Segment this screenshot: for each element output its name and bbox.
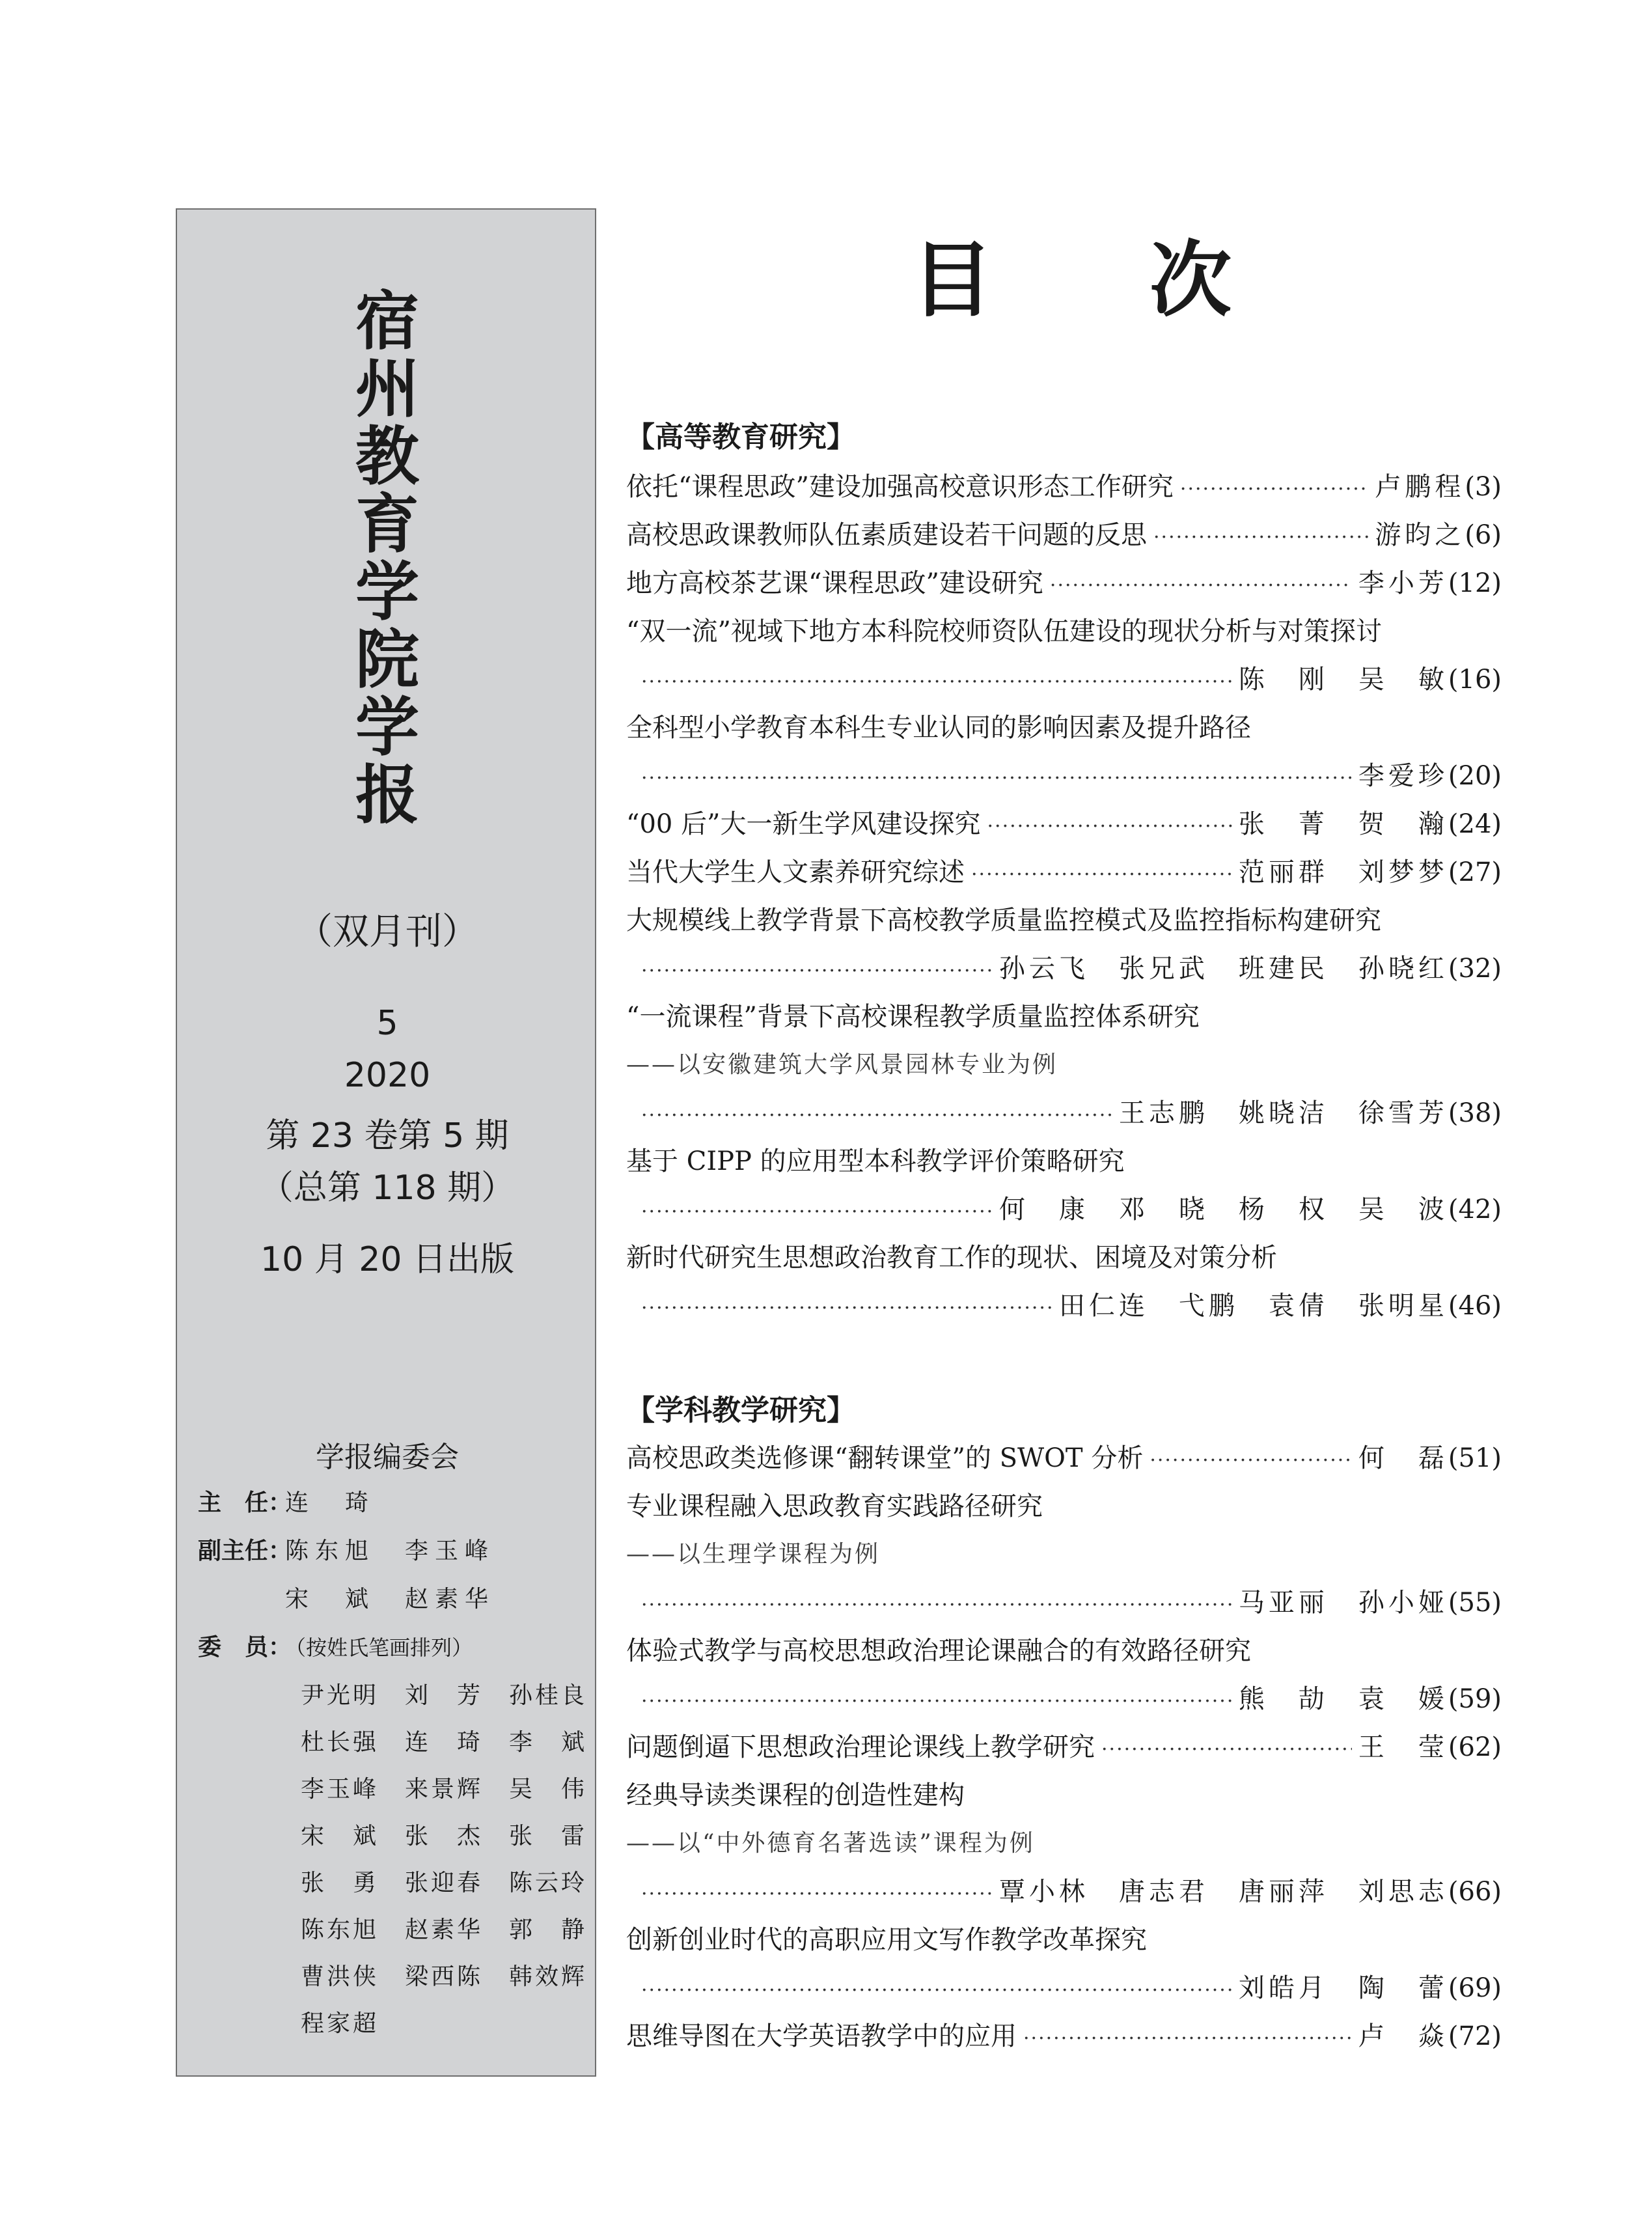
toc-entry-line — [626, 853, 1502, 894]
toc-entry-title: 大规模线上教学背景下高校教学质量监控模式及监控指标构建研究 — [626, 906, 1381, 935]
toc-entry-line — [626, 1238, 1502, 1277]
toc-entry[interactable] — [626, 1142, 1502, 1181]
dot-leader — [1101, 1730, 1352, 1769]
member-line: 宋 斌 张 杰 张 雷 — [301, 1823, 588, 1849]
board-vice-row-2 — [285, 1581, 495, 1614]
toc-entry-line — [626, 516, 1502, 557]
toc-entry[interactable] — [626, 1776, 1502, 1815]
toc-entry[interactable] — [626, 1487, 1502, 1526]
dot-leader — [1050, 566, 1352, 605]
member-line: 李玉峰 来景辉 吴 伟 — [301, 1776, 588, 1803]
toc-entry-title: 当代大学生人文素养研究综述 — [626, 857, 965, 887]
dot-leader — [1153, 518, 1368, 557]
toc-entry-page: (3) — [1465, 472, 1502, 502]
vice-director-names: 宋 斌 赵素华 — [285, 1586, 495, 1613]
sidebar-panel — [176, 208, 596, 2077]
toc-entry-authors: 熊 劼 袁 媛 — [1238, 1684, 1448, 1714]
journal-title-char: 育 — [355, 488, 419, 562]
member-line: 程家超 — [301, 2010, 379, 2037]
toc-entry-line — [641, 1680, 1502, 1721]
toc-entry-title: 新时代研究生思想政治教育工作的现状、困境及对策分析 — [626, 1243, 1277, 1273]
toc-entry-page: (27) — [1448, 857, 1502, 887]
toc-entry[interactable] — [626, 2017, 1502, 2058]
board-director-row — [198, 1484, 375, 1517]
toc-entry[interactable] — [626, 1238, 1502, 1277]
dot-leader — [641, 1193, 993, 1232]
toc-entry-line — [641, 1969, 1502, 2010]
section-higher-education: 【高等教育研究】 — [626, 421, 855, 454]
editorial-board-title: 学报编委会 — [316, 1441, 459, 1474]
dot-leader — [1180, 470, 1368, 509]
director-label: 主 任： — [198, 1489, 292, 1516]
toc-entry[interactable] — [626, 1631, 1502, 1670]
director-name: 连 琦 — [285, 1489, 376, 1516]
toc-entry-authors: 何 康 邓 晓 杨 权 吴 波 — [998, 1195, 1448, 1225]
toc-entry[interactable] — [626, 708, 1502, 747]
toc-entry-title: 全科型小学教育本科生专业认同的影响因素及提升路径 — [626, 713, 1251, 743]
toc-entry-title: 高校思政课教师队伍素质建设若干问题的反思 — [626, 520, 1147, 550]
toc-entry-authors: 田仁连 弋鹏 袁倩 张明星 — [1058, 1291, 1448, 1321]
toc-entry-page: (51) — [1448, 1443, 1502, 1473]
toc-entry-title: “双一流”视域下地方本科院校师资队伍建设的现状分析与对策探讨 — [626, 616, 1382, 646]
dot-leader — [641, 1096, 1112, 1135]
toc-entry-line — [626, 1776, 1502, 1815]
journal-title — [177, 284, 598, 833]
toc-entry-line — [626, 612, 1502, 651]
toc-entry-line — [626, 2017, 1502, 2058]
toc-entry-line — [641, 949, 1502, 991]
dot-leader — [641, 1875, 993, 1914]
board-members-row — [198, 1629, 473, 1662]
toc-entry-line — [641, 1190, 1502, 1232]
toc-entry-authors: 陈 刚 吴 敏 — [1238, 665, 1448, 695]
frequency: （双月刊） — [296, 911, 478, 953]
toc-entry-page: (20) — [1448, 761, 1502, 791]
dot-leader — [641, 952, 993, 991]
toc-entry-line — [626, 564, 1502, 605]
journal-title-char: 教 — [355, 420, 419, 494]
member-line: 陈东旭 赵素华 郭 静 — [301, 1917, 588, 1943]
toc-entry-page: (69) — [1448, 1973, 1502, 2003]
dot-leader — [641, 1682, 1232, 1721]
dot-leader — [987, 807, 1232, 846]
toc-entry-authors: 孙云飞 张兄武 班建民 孙晓红 — [998, 954, 1448, 984]
toc-entry-authors: 范丽群 刘梦梦 — [1238, 857, 1448, 887]
toc-entry[interactable] — [626, 1728, 1502, 1769]
toc-entry-page: (12) — [1448, 568, 1502, 598]
dot-leader — [641, 1971, 1232, 2010]
toc-entry-subtitle: ——以生理学课程为例 — [626, 1541, 881, 1568]
toc-entry-authors: 覃小林 唐志君 唐丽萍 刘思志 — [998, 1877, 1448, 1907]
toc-entry-title: 基于 CIPP 的应用型本科教学评价策略研究 — [626, 1146, 1125, 1176]
dot-leader — [1023, 2019, 1352, 2058]
toc-entry-line — [641, 1286, 1502, 1328]
toc-entry-page: (16) — [1448, 665, 1502, 695]
toc-entry-continuation — [641, 949, 1502, 991]
journal-title-char: 宿 — [355, 284, 419, 359]
toc-entry[interactable] — [626, 564, 1502, 605]
volume-issue: 第 23 卷第 5 期 — [266, 1116, 509, 1156]
toc-entry-subtitle: ——以“中外德育名著选读”课程为例 — [626, 1830, 1035, 1857]
member-line: 尹光明 刘 芳 孙桂良 — [301, 1682, 588, 1709]
members-note: （按姓氏笔画排列） — [285, 1635, 473, 1660]
toc-entry[interactable] — [626, 612, 1502, 651]
toc-heading: 目次 — [911, 232, 1388, 328]
toc-entry-authors: 游昀之 — [1375, 520, 1465, 550]
toc-entry-title: 高校思政类选修课“翻转课堂”的 SWOT 分析 — [626, 1443, 1144, 1473]
toc-entry-continuation — [641, 1286, 1502, 1328]
toc-entry-line — [626, 901, 1502, 940]
toc-entry-title: 依托“课程思政”建设加强高校意识形态工作研究 — [626, 472, 1174, 502]
toc-entry-authors: 马亚丽 孙小娅 — [1238, 1588, 1448, 1618]
vice-director-label: 副主任： — [198, 1538, 292, 1564]
toc-entry-subtitle: ——以安徽建筑大学风景园林专业为例 — [626, 1051, 1058, 1078]
dot-leader — [641, 1586, 1232, 1625]
issue-number: 5 — [376, 1004, 398, 1043]
toc-entry-continuation — [641, 1094, 1502, 1135]
toc-entry-line — [626, 1920, 1502, 1959]
toc-entry-line — [641, 1872, 1502, 1914]
toc-entry-line — [626, 1439, 1502, 1480]
toc-entry[interactable] — [626, 516, 1502, 557]
dot-leader — [641, 759, 1352, 798]
toc-entry-title: 问题倒逼下思想政治理论课线上教学研究 — [626, 1732, 1095, 1762]
toc-entry-title: “一流课程”背景下高校课程教学质量监控体系研究 — [626, 1002, 1200, 1032]
toc-entry-page: (42) — [1448, 1195, 1502, 1225]
toc-entry-continuation — [641, 1680, 1502, 1721]
toc-entry-continuation — [641, 1969, 1502, 2010]
toc-entry-authors: 何 磊 — [1358, 1443, 1448, 1473]
journal-title-char: 学 — [355, 555, 419, 630]
toc-entry-line — [626, 1728, 1502, 1769]
toc-entry[interactable] — [626, 901, 1502, 940]
toc-entry-title: 体验式教学与高校思想政治理论课融合的有效路径研究 — [626, 1636, 1251, 1666]
publication-date: 10 月 20 日出版 — [260, 1240, 514, 1279]
toc-entry-authors: 李小芳 — [1358, 568, 1448, 598]
toc-entry-page: (24) — [1448, 809, 1502, 839]
toc-entry-line — [626, 1142, 1502, 1181]
member-line: 杜长强 连 琦 李 斌 — [301, 1729, 588, 1756]
toc-entry-page: (55) — [1448, 1588, 1502, 1618]
journal-title-char: 州 — [355, 352, 419, 426]
toc-entry-page: (6) — [1465, 520, 1502, 550]
toc-entry-line — [641, 660, 1502, 702]
toc-entry-title: “00 后”大一新生学风建设探究 — [626, 809, 981, 839]
toc-entry-line — [626, 997, 1502, 1036]
toc-entry-line — [626, 467, 1502, 509]
toc-entry[interactable] — [626, 467, 1502, 509]
dot-leader — [641, 663, 1232, 702]
issue-year: 2020 — [344, 1056, 431, 1095]
dot-leader — [971, 855, 1232, 894]
journal-title-char: 报 — [355, 758, 419, 833]
journal-title-char: 院 — [355, 623, 419, 697]
toc-entry-authors: 王志鹏 姚晓洁 徐雪芳 — [1118, 1098, 1448, 1128]
toc-entry-title: 地方高校茶艺课“课程思政”建设研究 — [626, 568, 1043, 598]
toc-entry-authors: 张 菁 贺 瀚 — [1238, 809, 1448, 839]
toc-entry-line — [626, 1631, 1502, 1670]
toc-entry-page: (59) — [1448, 1684, 1502, 1714]
toc-entry-continuation — [641, 660, 1502, 702]
toc-entry-title: 专业课程融入思政教育实践路径研究 — [626, 1491, 1043, 1521]
toc-entry-authors: 李爱珍 — [1358, 761, 1448, 791]
toc-entry-page: (66) — [1448, 1877, 1502, 1907]
toc-entry-line — [641, 1094, 1502, 1135]
toc-entry-line — [641, 1583, 1502, 1625]
toc-entry-page: (38) — [1448, 1098, 1502, 1128]
toc-entry-authors: 王 莹 — [1358, 1732, 1448, 1762]
journal-title-char: 学 — [355, 691, 419, 765]
toc-entry-line — [626, 1487, 1502, 1526]
toc-entry[interactable] — [626, 853, 1502, 894]
toc-entry[interactable] — [626, 805, 1502, 846]
toc-entry-line — [641, 756, 1502, 798]
toc-entry-title: 创新创业时代的高职应用文写作教学改革探究 — [626, 1925, 1147, 1955]
toc-entry-line — [626, 708, 1502, 747]
member-line: 曹洪侠 梁西陈 韩效辉 — [301, 1963, 588, 1990]
toc-entry-line — [626, 805, 1502, 846]
toc-entry[interactable] — [626, 997, 1502, 1036]
toc-entry-page: (32) — [1448, 954, 1502, 984]
toc-entry-continuation — [641, 1583, 1502, 1625]
vice-director-names: 陈东旭 李玉峰 — [285, 1538, 495, 1564]
dot-leader — [1150, 1441, 1352, 1480]
toc-entry-continuation — [641, 1872, 1502, 1914]
toc-entry-continuation — [641, 756, 1502, 798]
toc-entry[interactable] — [626, 1439, 1502, 1480]
member-line: 张 勇 张迎春 陈云玲 — [301, 1870, 588, 1896]
section-subject-teaching: 【学科教学研究】 — [626, 1394, 855, 1427]
total-issue: （总第 118 期） — [259, 1169, 516, 1208]
toc-entry-authors: 卢鹏程 — [1375, 472, 1465, 502]
toc-entry-authors: 刘皓月 陶 蕾 — [1238, 1973, 1448, 2003]
toc-entry-title: 思维导图在大学英语教学中的应用 — [626, 2021, 1017, 2051]
toc-entry-title: 经典导读类课程的创造性建构 — [626, 1780, 965, 1810]
board-vice-row — [198, 1532, 495, 1566]
toc-entry[interactable] — [626, 1920, 1502, 1959]
toc-entry-page: (62) — [1448, 1732, 1502, 1762]
toc-entry-page: (72) — [1448, 2021, 1502, 2051]
dot-leader — [641, 1289, 1053, 1328]
members-label: 委 员： — [198, 1634, 292, 1661]
toc-entry-continuation — [641, 1190, 1502, 1232]
toc-entry-authors: 卢 焱 — [1358, 2021, 1448, 2051]
toc-entry-page: (46) — [1448, 1291, 1502, 1321]
